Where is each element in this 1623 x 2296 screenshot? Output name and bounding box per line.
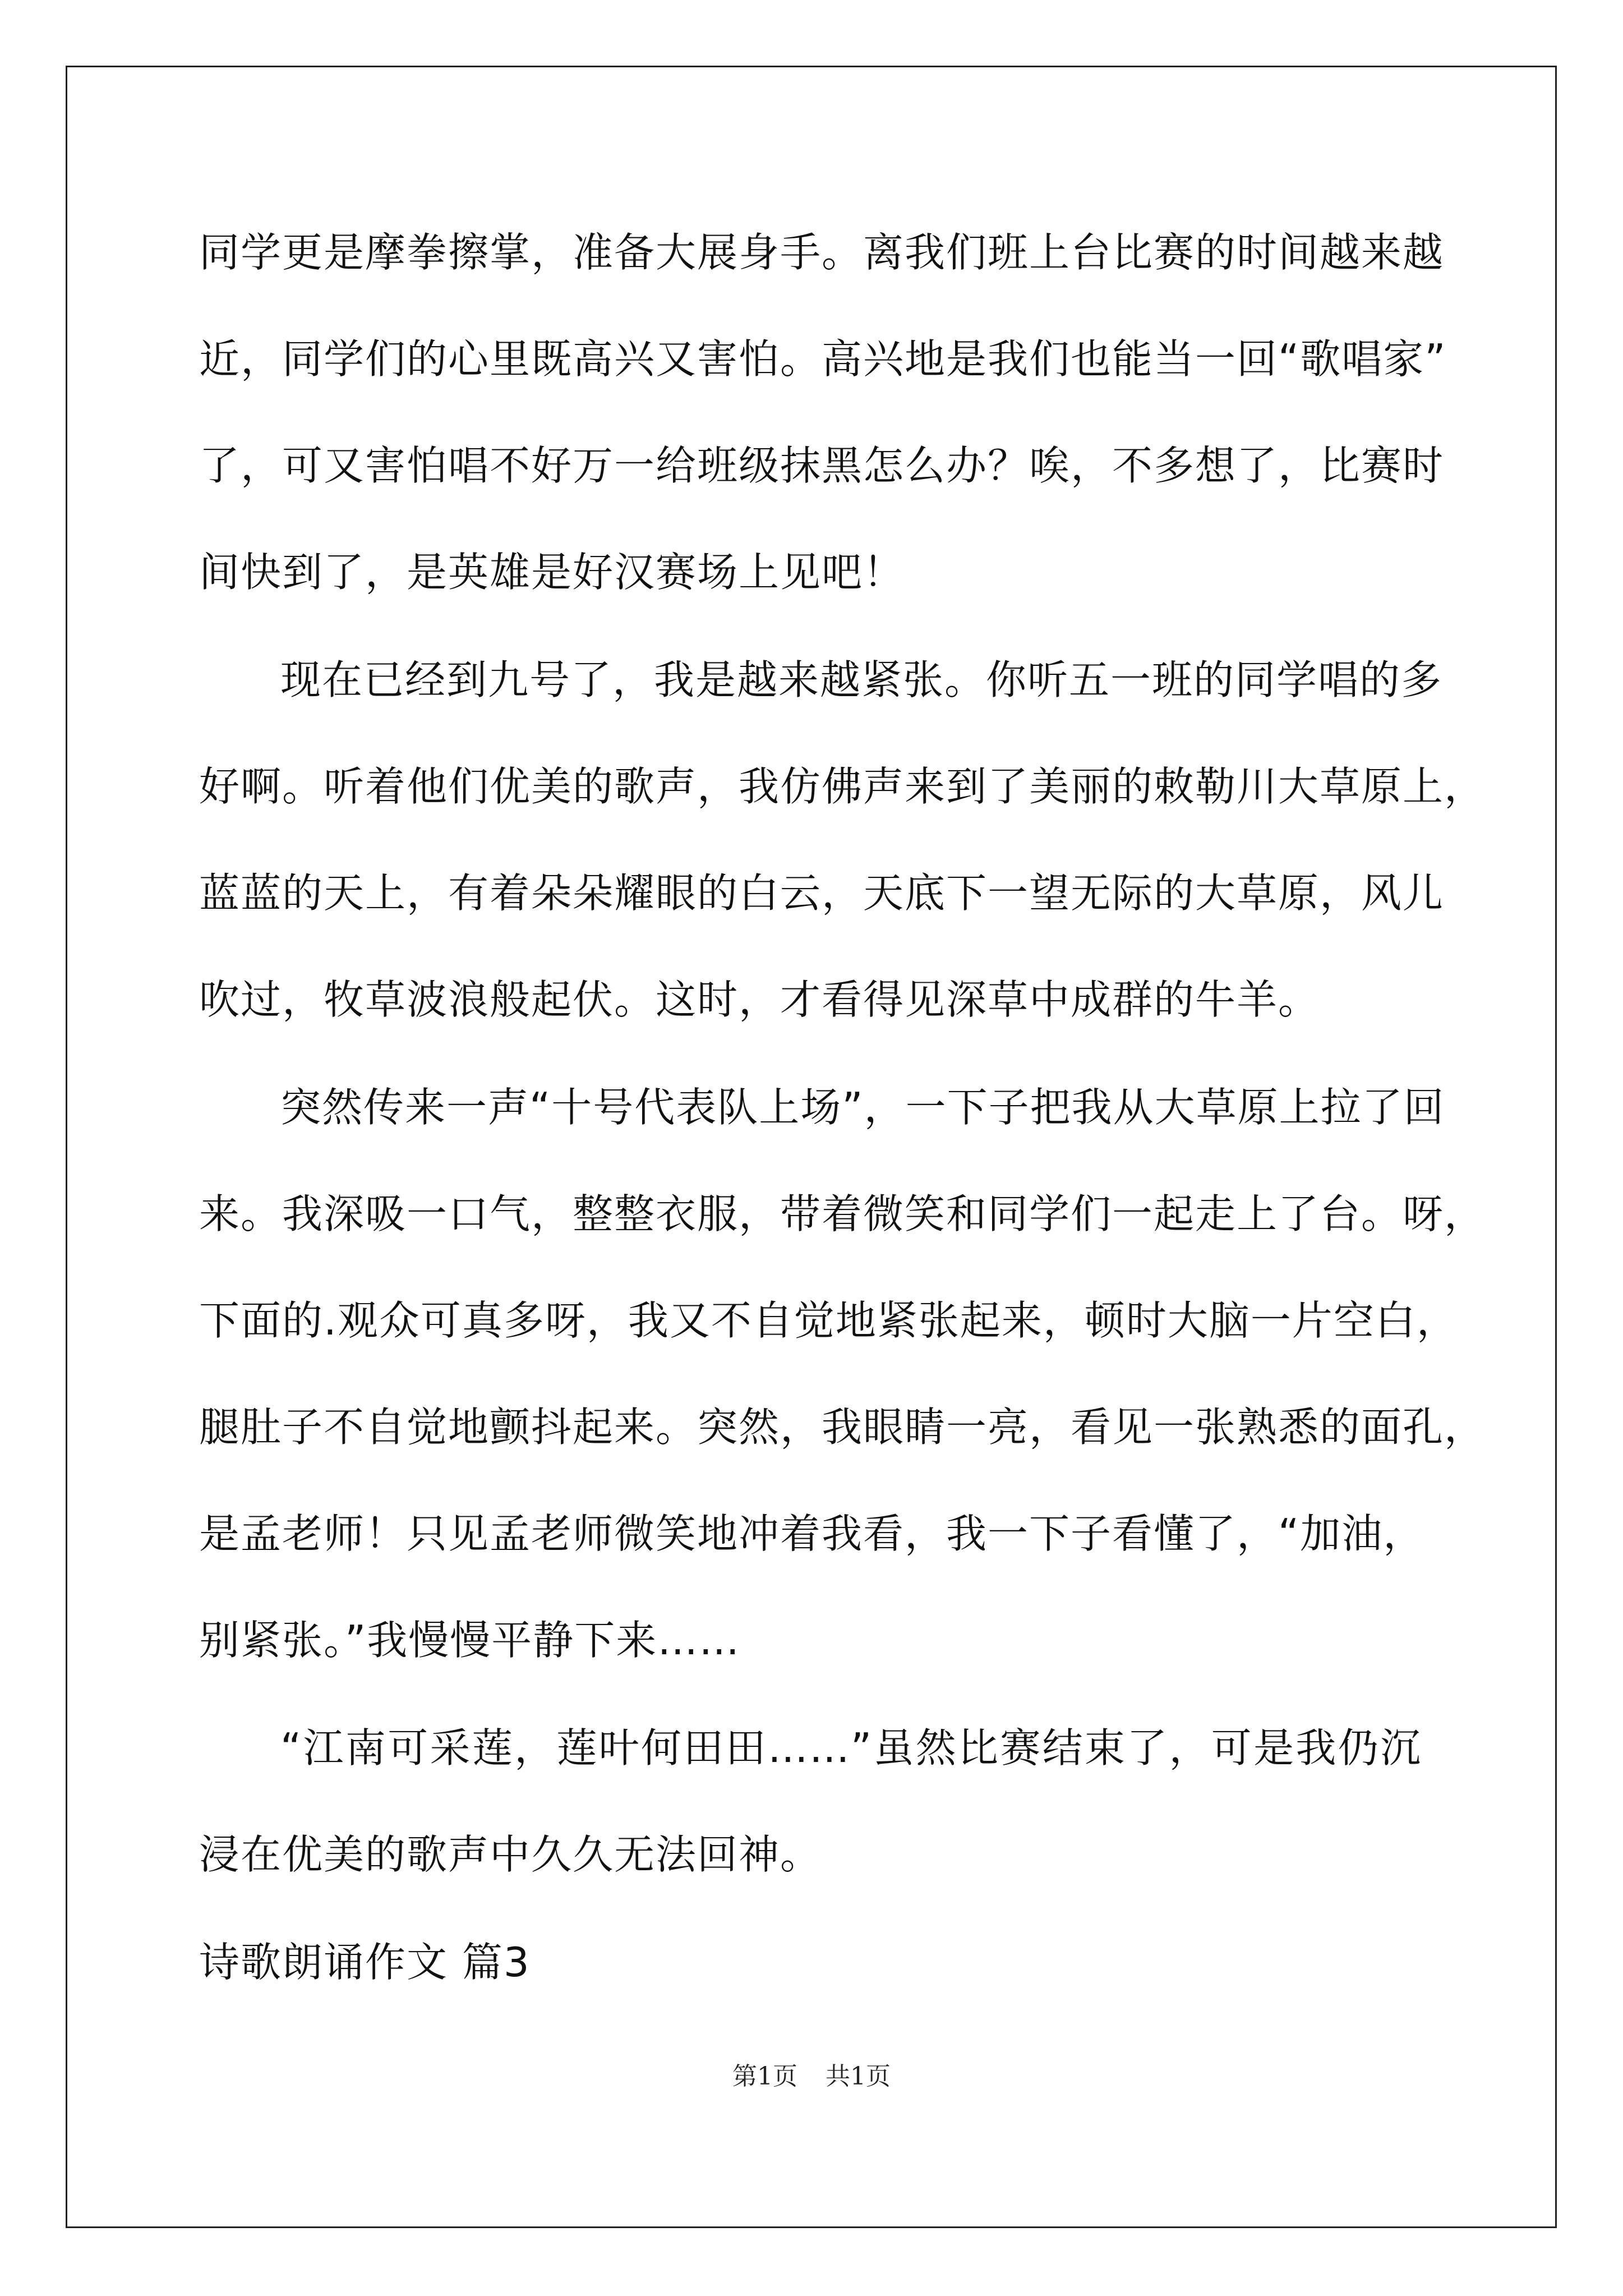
text-line: 突然传来一声“十号代表队上场”，一下子把我从大草原上拉了回 (280, 1084, 1445, 1131)
text-line: 是孟老师！只见孟老师微笑地冲着我看，我一下子看懂了，“加油， (199, 1510, 1425, 1557)
text-line: “江南可采莲，莲叶何田田……”虽然比赛结束了，可是我仍沉 (280, 1724, 1422, 1772)
text-line: 好啊。听着他们优美的歌声，我仿佛声来到了美丽的敕勒川大草原上， (199, 763, 1486, 810)
text-line: 别紧张。”我慢慢平静下来…… (199, 1617, 741, 1664)
text-line: 蓝蓝的天上，有着朵朵耀眼的白云，天底下一望无际的大草原，风儿 (199, 869, 1445, 917)
text-line: 近，同学们的心里既高兴又害怕。高兴地是我们也能当一回“歌唱家” (199, 335, 1447, 383)
page-footer (0, 2056, 1623, 2092)
section-heading: 诗歌朗诵作文 篇3 (199, 1939, 531, 1986)
text-line: 腿肚子不自觉地颤抖起来。突然，我眼睛一亮，看见一张熟悉的面孔， (199, 1404, 1486, 1451)
page-number: 第1页 (732, 2062, 797, 2091)
text-line: 同学更是摩拳擦掌，准备大展身手。离我们班上台比赛的时间越来越 (199, 229, 1445, 276)
page-total: 共1页 (826, 2062, 891, 2091)
text-line: 下面的.观众可真多呀，我又不自觉地紧张起来，顿时大脑一片空白， (199, 1297, 1458, 1344)
text-line: 浸在优美的歌声中久久无法回神。 (199, 1831, 822, 1878)
text-line: 来。我深吸一口气，整整衣服，带着微笑和同学们一起走上了台。呀， (199, 1190, 1486, 1237)
text-line: 了，可又害怕唱不好万一给班级抹黑怎么办？唉，不多想了，比赛时 (199, 442, 1445, 489)
text-line: 间快到了，是英雄是好汉赛场上见吧！ (199, 549, 905, 596)
text-line: 现在已经到九号了，我是越来越紧张。你听五一班的同学唱的多 (280, 656, 1443, 703)
text-line: 吹过，牧草波浪般起伏。这时，才看得见深草中成群的牛羊。 (199, 976, 1320, 1023)
